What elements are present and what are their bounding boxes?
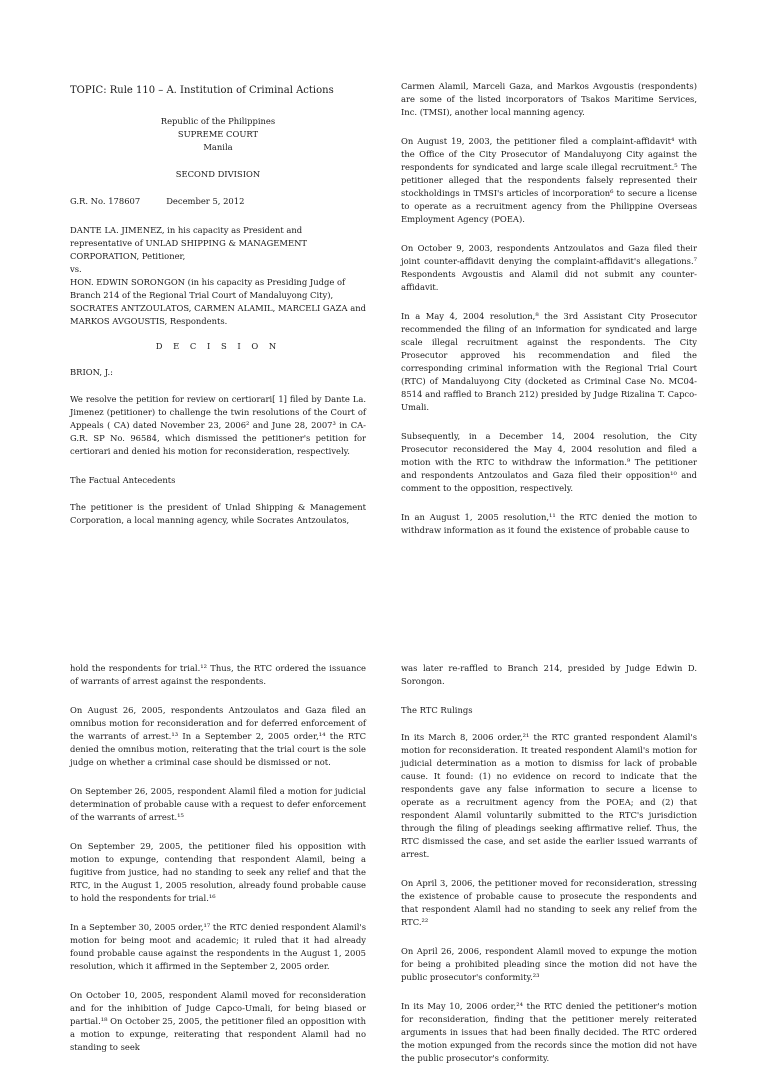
paragraph: In a September 30, 2005 order,¹⁷ the RTC denied respondent Alamil's motion for being moot and academic; it ruled that it had already found probable cause against the respondents in the August 1, 2005 resolution, which it affirmed in the September 2, 2005 order. (70, 922, 366, 971)
header-city: Manila (203, 142, 233, 152)
paragraph: In its May 10, 2006 order,²⁴ the RTC denied the petitioner's motion for reconsideration, finding that the petitioner merely reiterated arguments in issues that had been finally decided. The RTC ordered the motion expunged from the records since the motion did not have the public prosecutor's conformity. (401, 1001, 697, 1063)
paragraph: Carmen Alamil, Marceli Gaza, and Markos Avgoustis (respondents) are some of the listed incorporators of Tsakos Maritime Services, Inc. (TMSI), another local manning agency. (401, 81, 697, 117)
versus-text: vs. (70, 264, 82, 274)
header-republic: Republic of the Philippines (160, 116, 276, 126)
header-court: SUPREME COURT (177, 129, 259, 139)
section-heading-rulings: The RTC Rulings (401, 705, 473, 715)
paragraph: On August 26, 2005, respondents Antzoulatos and Gaza filed an omnibus motion for reconsideration and for deferred enforcement of the warrants of arrest.¹³ In a September 2, 2005 order,¹⁴ the RTC denied the omnibus motion, reiterating that the trial court is the sole judge on whether a criminal case should be dismissed or not. (70, 705, 366, 767)
page2-right-column (401, 662, 697, 1081)
ponente: BRION, J.: (70, 367, 113, 377)
header-division: SECOND DIVISION (175, 169, 261, 179)
page1-right-column (401, 80, 697, 553)
case-parties (70, 224, 366, 328)
paragraph: On August 19, 2003, the petitioner filed a complaint-affidavit⁴ with the Office of the City Prosecutor of Mandaluyong City against the respondents for syndicated and large scale illegal recruitment.⁵ The petitioner alleged that the respondents falsely represented their stockholdings in TMSI's articles of incorporation⁶ to secure a license to operate as a recruitment agency from the Philippine Overseas Employment Agency (POEA). (401, 136, 697, 224)
gr-number: G.R. No. 178607 (70, 196, 141, 206)
section-heading-factual: The Factual Antecedents (70, 475, 176, 485)
paragraph: We resolve the petition for review on certiorari[ 1] filed by Dante La. Jimenez (petitioner) to challenge the twin resolutions of the Court of Appeals ( CA) dated November 23, 2006² and June 28, 2007³ in CA-G.R. SP No. 96584, which dismissed the petitioner's petition for certiorari and denied his motion for reconsideration, respectively. (70, 394, 366, 456)
page2-left-column (70, 662, 366, 1070)
page1-left-column (70, 84, 366, 543)
case-number-line (70, 195, 366, 208)
topic-line: TOPIC: Rule 110 – A. Institution of Criminal Actions (70, 85, 334, 96)
decision-title: D E C I S I O N (155, 341, 281, 351)
document-page-2 (0, 640, 768, 1063)
paragraph: was later re-raffled to Branch 214, presided by Judge Edwin D. Sorongon. (401, 663, 697, 686)
paragraph: On September 29, 2005, the petitioner filed his opposition with motion to expunge, contending that respondent Alamil, being a fugitive from justice, had no standing to seek any relief and that the RTC, in the August 1, 2005 resolution, already found probable cause to hold the respondents for trial.¹⁶ (70, 841, 366, 903)
respondents-text: HON. EDWIN SORONGON (in his capacity as Presiding Judge of Branch 214 of the Regional Trial Court of Mandaluyong City), SOCRATES ANTZOULATOS, CARMEN ALAMIL, MARCELI GAZA and MARKOS AVGOUSTIS, Respondents. (70, 277, 366, 326)
paragraph: On October 10, 2005, respondent Alamil moved for reconsideration and for the inhibition of Judge Capco-Umali, for being biased or partial.¹⁸ On October 25, 2005, the petitioner filed an opposition with a motion to expunge, reiterating that respondent Alamil had no standing to seek (70, 990, 366, 1052)
paragraph: On October 9, 2003, respondents Antzoulatos and Gaza filed their joint counter-affidavit denying the complaint-affidavit's allegations.⁷ Respondents Avgoustis and Alamil did not submit any counter-affidavit. (401, 243, 697, 292)
petitioner-text: DANTE LA. JIMENEZ, in his capacity as President and representative of UNLAD SHIPPING & MANAGEMENT CORPORATION, Petitioner, (70, 225, 307, 261)
paragraph: On April 26, 2006, respondent Alamil moved to expunge the motion for being a prohibited pleading since the motion did not have the public prosecutor's conformity.²³ (401, 946, 697, 982)
paragraph: On September 26, 2005, respondent Alamil filed a motion for judicial determination of probable cause with a request to defer enforcement of the warrants of arrest.¹⁵ (70, 786, 366, 822)
paragraph: In an August 1, 2005 resolution,¹¹ the RTC denied the motion to withdraw information as it found the existence of probable cause to (401, 512, 697, 535)
paragraph: In a May 4, 2004 resolution,⁸ the 3rd Assistant City Prosecutor recommended the filing of an information for syndicated and large scale illegal recruitment against the respondents. The City Prosecutor approved his recommendation and filed the corresponding criminal information with the Regional Trial Court (RTC) of Mandaluyong City (docketed as Criminal Case No. MC04-8514 and raffled to Branch 212) presided by Judge Rizalina T. Capco-Umali. (401, 311, 697, 412)
paragraph: In its March 8, 2006 order,²¹ the RTC granted respondent Alamil's motion for reconsideration. It treated respondent Alamil's motion for judicial determination as a motion to dismiss for lack of probable cause. It found: (1) no evidence on record to indicate that the respondents gave any false information to secure a license to operate as a recruitment agency from the POEA; and (2) that respondent Alamil voluntarily submitted to the RTC's jurisdiction through the filing of pleadings seeking affirmative relief. Thus, the RTC dismissed the case, and set aside the earlier issued warrants of arrest. (401, 732, 697, 859)
decision-date: December 5, 2012 (166, 196, 245, 206)
paragraph: On April 3, 2006, the petitioner moved for reconsideration, stressing the existence of probable cause to prosecute the respondents and that respondent Alamil had no standing to seek any relief from the RTC.²² (401, 878, 697, 927)
paragraph: The petitioner is the president of Unlad Shipping & Management Corporation, a local manning agency, while Socrates Antzoulatos, (70, 502, 366, 525)
paragraph: Subsequently, in a December 14, 2004 resolution, the City Prosecutor reconsidered the May 4, 2004 resolution and filed a motion with the RTC to withdraw the information.⁹ The petitioner and respondents Antzoulatos and Gaza filed their opposition¹⁰ and comment to the opposition, respectively. (401, 431, 697, 493)
paragraph: hold the respondents for trial.¹² Thus, the RTC ordered the issuance of warrants of arrest against the respondents. (70, 663, 366, 686)
